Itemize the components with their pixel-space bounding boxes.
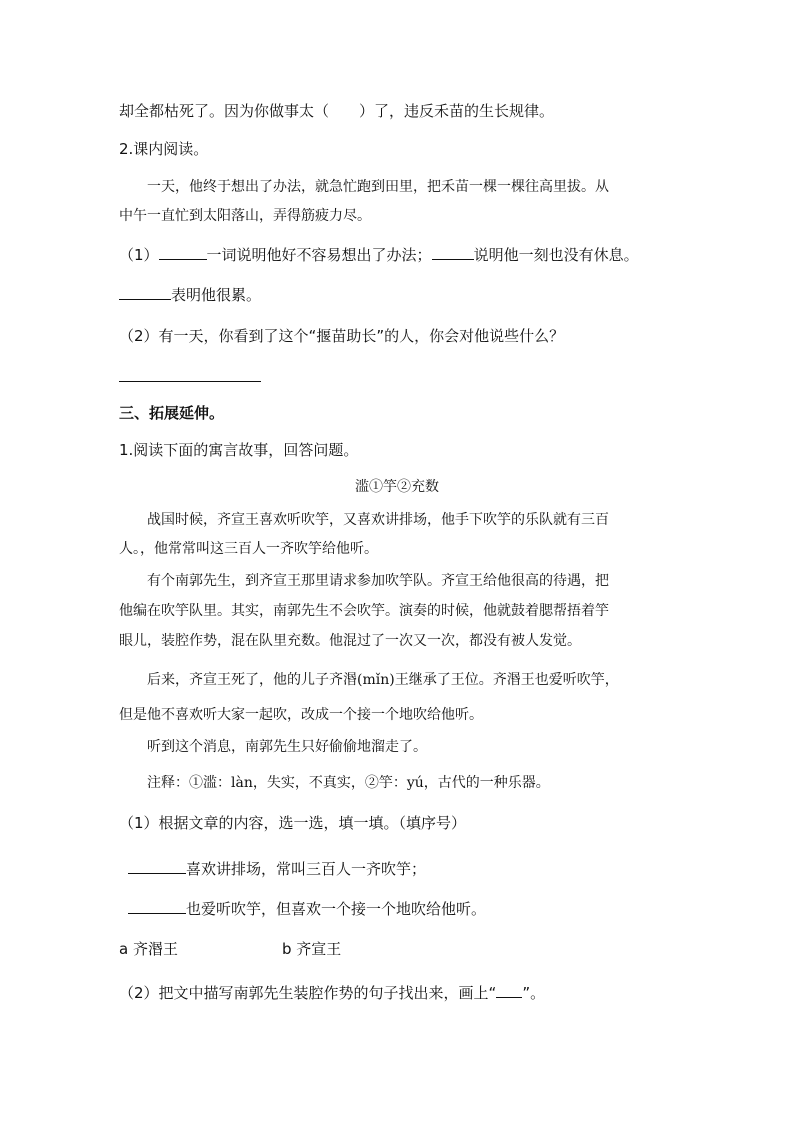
question-2-1 xyxy=(119,245,639,265)
story-line-7: 但是他不喜欢听大家一起吹，改成一个接一个地吹给他听。 xyxy=(119,707,483,723)
carryover-question: 却全都枯死了。因为你做事太（ ）了，违反禾苗的生长规律。 xyxy=(119,102,555,120)
fill-item-1 xyxy=(128,859,426,879)
answer-blank-5[interactable] xyxy=(128,899,186,914)
passage-line-1: 一天，他终于想出了办法，就急忙跑到田里，把禾苗一棵一棵往高里拔。从 xyxy=(147,179,609,195)
question-text: 表明他很累。 xyxy=(171,286,262,304)
question-2-2: （2）有一天，你看到了这个“揠苗助长”的人，你会对他说些什么？ xyxy=(119,327,565,345)
story-notes: 注释：①滥：làn，失实，不真实，②竽：yú，古代的一种乐器。 xyxy=(147,775,550,791)
story-line-1: 战国时候，齐宣王喜欢听吹竽，又喜欢讲排场，他手下吹竽的乐队就有三百 xyxy=(147,512,609,528)
answer-blank-1[interactable] xyxy=(159,245,207,260)
story-line-3: 有个南郭先生，到齐宣王那里请求参加吹竽队。齐宣王给他很高的待遇，把 xyxy=(147,573,609,589)
fill-text: 喜欢讲排场，常叫三百人一齐吹竽； xyxy=(186,860,427,878)
question-number: （1） xyxy=(119,246,159,264)
answer-blank-2[interactable] xyxy=(432,245,474,260)
section-3-heading: 三、拓展延伸。 xyxy=(119,404,225,422)
answer-line[interactable] xyxy=(119,381,261,382)
question-3-1: 1.阅读下面的寓言故事，回答问题。 xyxy=(119,441,359,459)
section-2-heading: 2.课内阅读。 xyxy=(119,140,209,158)
underline-sample xyxy=(496,983,522,998)
story-line-8: 听到这个消息，南郭先生只好偷偷地溜走了。 xyxy=(147,739,427,755)
question-text: （2）把文中描写南郭先生装腔作势的句子找出来，画上“ xyxy=(119,984,497,1002)
question-text-end: ”。 xyxy=(522,984,546,1002)
story-title: 滥①竽②充数 xyxy=(355,479,439,495)
answer-blank-3[interactable] xyxy=(119,285,171,300)
passage-line-2: 中午一直忙到太阳落山，弄得筋疲力尽。 xyxy=(119,208,371,224)
question-text: 说明他一刻也没有休息。 xyxy=(473,246,639,264)
question-2-1-cont xyxy=(119,285,261,305)
story-line-4: 他编在吹竽队里。其实，南郭先生不会吹竽。演奏的时候，他就鼓着腮帮捂着竽 xyxy=(119,603,609,619)
fill-text: 也爱听吹竽，但喜欢一个接一个地吹给他听。 xyxy=(186,900,487,918)
option-b: b 齐宣王 xyxy=(282,940,342,958)
story-line-2: 人。，他常常叫这三百人一齐吹竽给他听。 xyxy=(119,541,378,557)
fill-item-2 xyxy=(128,899,486,919)
story-line-6: 后来，齐宣王死了，他的儿子齐湣(mǐn)王继承了王位。齐湣王也爱听吹竽， xyxy=(147,672,619,688)
story-line-5: 眼儿，装腔作势，混在队里充数。他混过了一次又一次，都没有被人发觉。 xyxy=(119,633,581,649)
question-text: 一词说明他好不容易想出了办法； xyxy=(206,246,432,264)
question-3-1-1: （1）根据文章的内容，选一选，填一填。（填序号） xyxy=(119,814,467,832)
answer-blank-4[interactable] xyxy=(128,859,186,874)
question-3-1-2 xyxy=(119,983,545,1003)
option-a: a 齐湣王 xyxy=(119,940,178,958)
